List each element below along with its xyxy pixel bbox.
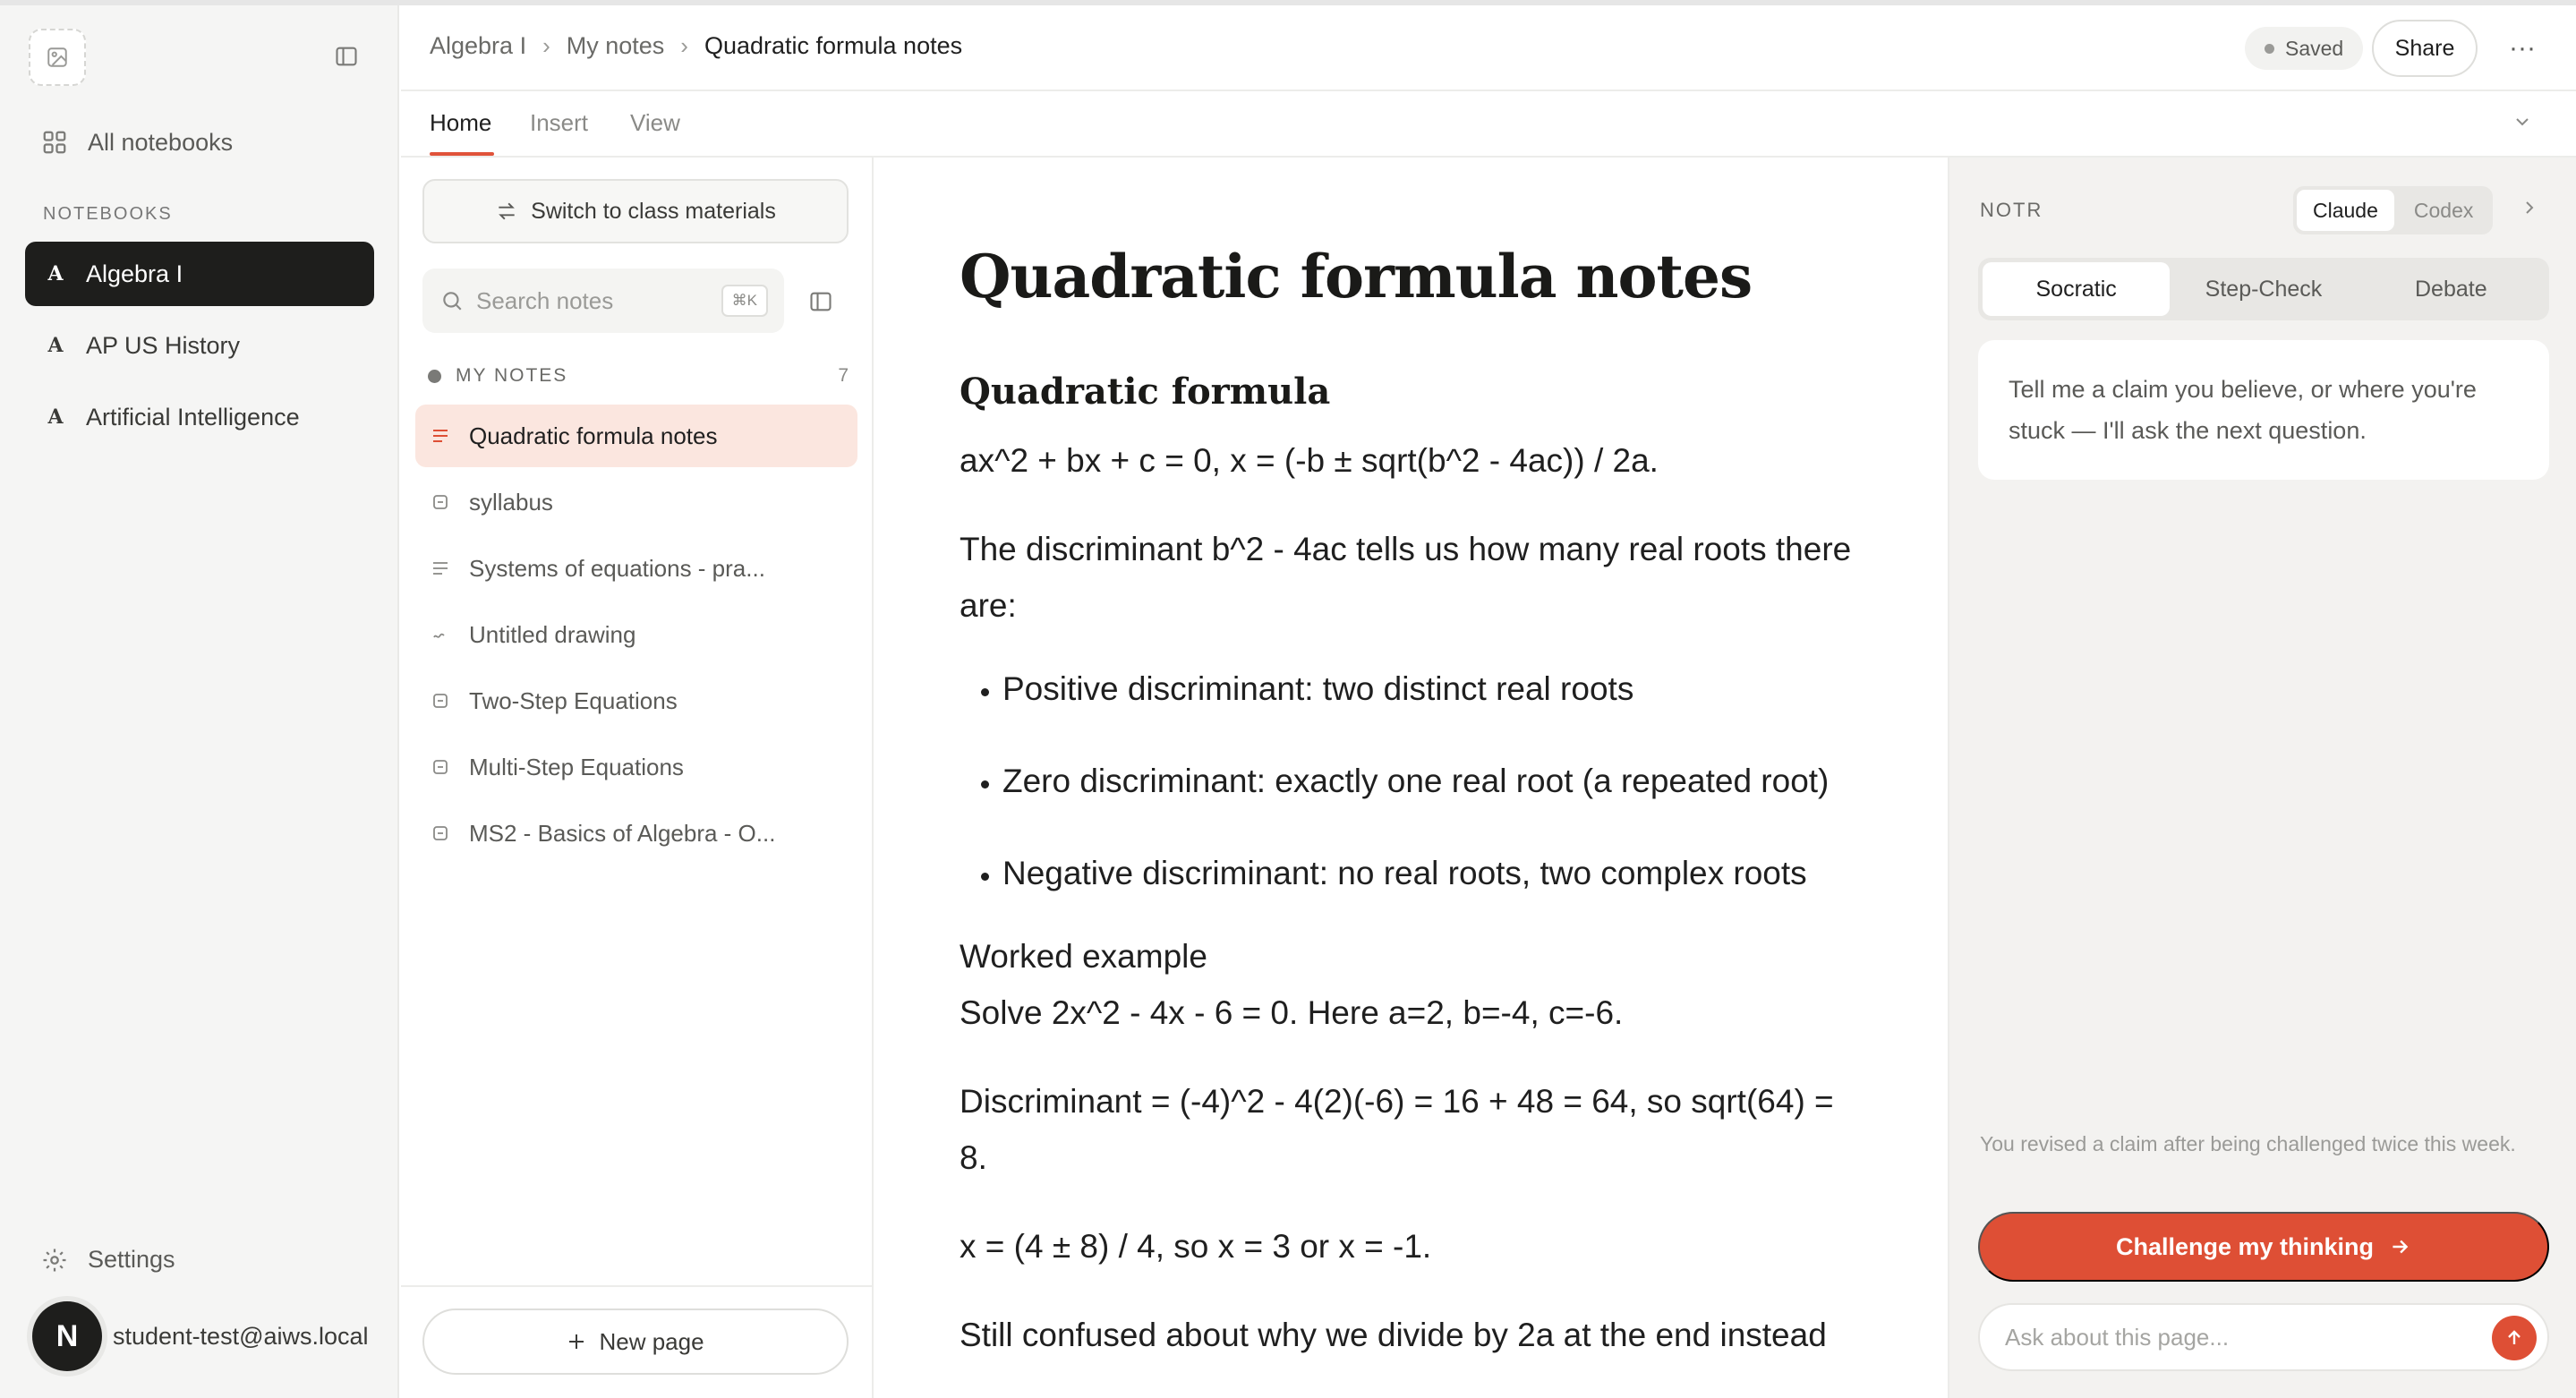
- note-label: syllabus: [469, 488, 553, 516]
- progress-hint: You revised a claim after being challenged twice this week.: [1980, 1132, 2516, 1155]
- ribbon-tabs: [401, 93, 2576, 158]
- tab-view[interactable]: View: [630, 109, 680, 136]
- breadcrumb-section[interactable]: My notes: [566, 32, 665, 59]
- expand-ribbon-button[interactable]: [2512, 111, 2533, 137]
- tab-insert[interactable]: Insert: [530, 109, 589, 136]
- challenge-my-thinking-button[interactable]: [1978, 1212, 2549, 1282]
- chevron-right-icon: [2519, 197, 2540, 218]
- sidebar-toggle-icon: [334, 44, 359, 69]
- settings-link[interactable]: [41, 1246, 175, 1274]
- notebook-letter-icon: A: [47, 405, 64, 429]
- sidebar-toggle-icon: [808, 289, 833, 314]
- saved-label: Saved: [2285, 36, 2344, 60]
- notebook-letter-icon: A: [47, 262, 64, 286]
- document-icon: [431, 758, 449, 776]
- all-notebooks-label: All notebooks: [88, 128, 234, 156]
- notebooks-header: NOTEBOOKS: [43, 204, 173, 224]
- section-count: 7: [838, 365, 849, 386]
- search-input[interactable]: [476, 287, 709, 315]
- note-item-ms2-basics-of-algebra[interactable]: [415, 802, 857, 865]
- note-label: Quadratic formula notes: [469, 422, 718, 449]
- ask-box: [1978, 1303, 2549, 1371]
- new-page-button[interactable]: [422, 1308, 849, 1375]
- arrow-right-icon: [2388, 1235, 2411, 1258]
- text-lines-icon: [431, 559, 449, 577]
- active-tab-indicator: [430, 152, 494, 156]
- model-toggle: [2293, 186, 2493, 234]
- mode-selector: [1978, 258, 2549, 320]
- chevron-right-icon: ›: [680, 32, 688, 59]
- note-item-syllabus[interactable]: [415, 471, 857, 533]
- send-button[interactable]: [2492, 1316, 2537, 1360]
- list-item: • Zero discriminant: exactly one real root (a repeated root): [1002, 753, 1855, 809]
- chevron-down-icon: [2512, 111, 2533, 132]
- notes-panel: [401, 158, 874, 1398]
- document-content: [960, 243, 1855, 1363]
- logo-placeholder[interactable]: [29, 29, 86, 86]
- my-notes-section-header[interactable]: [428, 365, 849, 387]
- discriminant-list: [960, 661, 1855, 901]
- section-dot-icon: [428, 370, 441, 383]
- share-button[interactable]: Share: [2372, 20, 2478, 77]
- switch-to-class-materials-button[interactable]: [422, 179, 849, 243]
- mode-socratic[interactable]: Socratic: [1983, 262, 2170, 316]
- worked-example-line: Solve 2x^2 - 4x - 6 = 0. Here a=2, b=-4, c=-6.: [960, 993, 1624, 1031]
- note-label: Two-Step Equations: [469, 686, 678, 714]
- document-icon: [431, 692, 449, 710]
- assistant-prompt-card: Tell me a claim you believe, or where you're stuck — I'll ask the next question.: [1978, 340, 2549, 480]
- assistant-label: NOTR: [1980, 199, 2043, 221]
- notebook-item-algebra-i[interactable]: [25, 242, 374, 306]
- squiggle-icon: [431, 626, 449, 644]
- note-label: Multi-Step Equations: [469, 753, 684, 780]
- top-bar: [401, 5, 2576, 91]
- note-item-two-step-equations[interactable]: [415, 669, 857, 732]
- note-label: Untitled drawing: [469, 620, 636, 648]
- new-page-label: New page: [599, 1327, 704, 1355]
- all-notebooks-link[interactable]: [41, 122, 233, 163]
- status-dot-icon: [2265, 44, 2274, 54]
- breadcrumb-notebook[interactable]: Algebra I: [430, 32, 527, 59]
- section-heading: Quadratic formula: [960, 370, 1331, 413]
- challenge-label: Challenge my thinking: [2115, 1232, 2375, 1260]
- document-icon: [431, 824, 449, 842]
- page-title[interactable]: Quadratic formula notes: [960, 242, 1753, 311]
- user-email: student-test@aiws.local: [113, 1322, 369, 1350]
- user-account[interactable]: [32, 1301, 369, 1371]
- more-options-button[interactable]: ···: [2509, 33, 2536, 63]
- notebook-letter-icon: A: [47, 334, 64, 357]
- mode-debate[interactable]: Debate: [2415, 276, 2487, 302]
- collapse-sidebar-button[interactable]: [331, 41, 362, 72]
- ask-input[interactable]: [2005, 1324, 2470, 1351]
- plus-icon: [567, 1332, 586, 1351]
- image-icon: [46, 46, 69, 69]
- model-option-codex[interactable]: Codex: [2413, 198, 2474, 222]
- arrow-up-icon: [2503, 1327, 2525, 1349]
- gear-icon: [41, 1247, 68, 1274]
- solution-paragraph: x = (4 ± 8) / 4, so x = 3 or x = -1.: [960, 1227, 1432, 1265]
- note-label: Systems of equations - pra...: [469, 554, 765, 582]
- sidebar: [0, 5, 399, 1398]
- grid-icon: [41, 129, 68, 156]
- breadcrumb-page: Quadratic formula notes: [704, 32, 963, 59]
- avatar: N: [32, 1301, 102, 1371]
- model-option-claude[interactable]: Claude: [2297, 190, 2394, 231]
- section-label: MY NOTES: [456, 365, 568, 386]
- toggle-notes-panel-button[interactable]: [802, 283, 840, 320]
- chevron-right-icon: ›: [542, 32, 550, 59]
- collapse-assistant-button[interactable]: [2519, 197, 2540, 223]
- note-item-quadratic-formula-notes[interactable]: [415, 405, 857, 467]
- note-item-multi-step-equations[interactable]: [415, 736, 857, 798]
- swap-arrows-icon: [495, 200, 518, 223]
- list-item: • Positive discriminant: two distinct real roots: [1002, 661, 1855, 717]
- document-icon: [431, 493, 449, 511]
- breadcrumb: [430, 32, 962, 60]
- worked-example-label: Worked example: [960, 937, 1207, 975]
- discriminant-paragraph: The discriminant b^2 - 4ac tells us how many real roots there are:: [960, 530, 1852, 624]
- search-shortcut-badge: ⌘K: [721, 285, 768, 317]
- note-item-untitled-drawing[interactable]: [415, 603, 857, 666]
- notebook-label: AP US History: [86, 331, 241, 359]
- switch-label: Switch to class materials: [531, 198, 776, 224]
- note-item-systems-of-equations[interactable]: [415, 537, 857, 600]
- text-lines-icon: [431, 427, 449, 445]
- mode-step-check[interactable]: Step-Check: [2205, 276, 2323, 302]
- notebook-label: Algebra I: [86, 260, 183, 287]
- question-paragraph: Still confused about why we divide by 2a at the end instead: [960, 1316, 1827, 1353]
- divider: [401, 1285, 874, 1287]
- discriminant-calculation: Discriminant = (-4)^2 - 4(2)(-6) = 16 + 48 = 64, so sqrt(64) = 8.: [960, 1082, 1834, 1176]
- document-editor[interactable]: [875, 158, 1946, 1398]
- list-item: • Negative discriminant: no real roots, two complex roots: [1002, 845, 1855, 901]
- assistant-panel: [1948, 158, 2576, 1398]
- settings-label: Settings: [88, 1246, 175, 1273]
- notebook-item-artificial-intelligence[interactable]: [25, 385, 374, 449]
- tab-home[interactable]: Home: [430, 109, 492, 136]
- search-icon: [440, 289, 464, 312]
- saved-status-badge: [2245, 27, 2363, 70]
- formula-paragraph: ax^2 + bx + c = 0, x = (-b ± sqrt(b^2 - 4ac)) / 2a.: [960, 441, 1659, 479]
- notebook-item-ap-us-history[interactable]: [25, 313, 374, 378]
- search-box: [422, 269, 784, 333]
- notebook-label: Artificial Intelligence: [86, 403, 300, 430]
- note-label: MS2 - Basics of Algebra - O...: [469, 819, 776, 847]
